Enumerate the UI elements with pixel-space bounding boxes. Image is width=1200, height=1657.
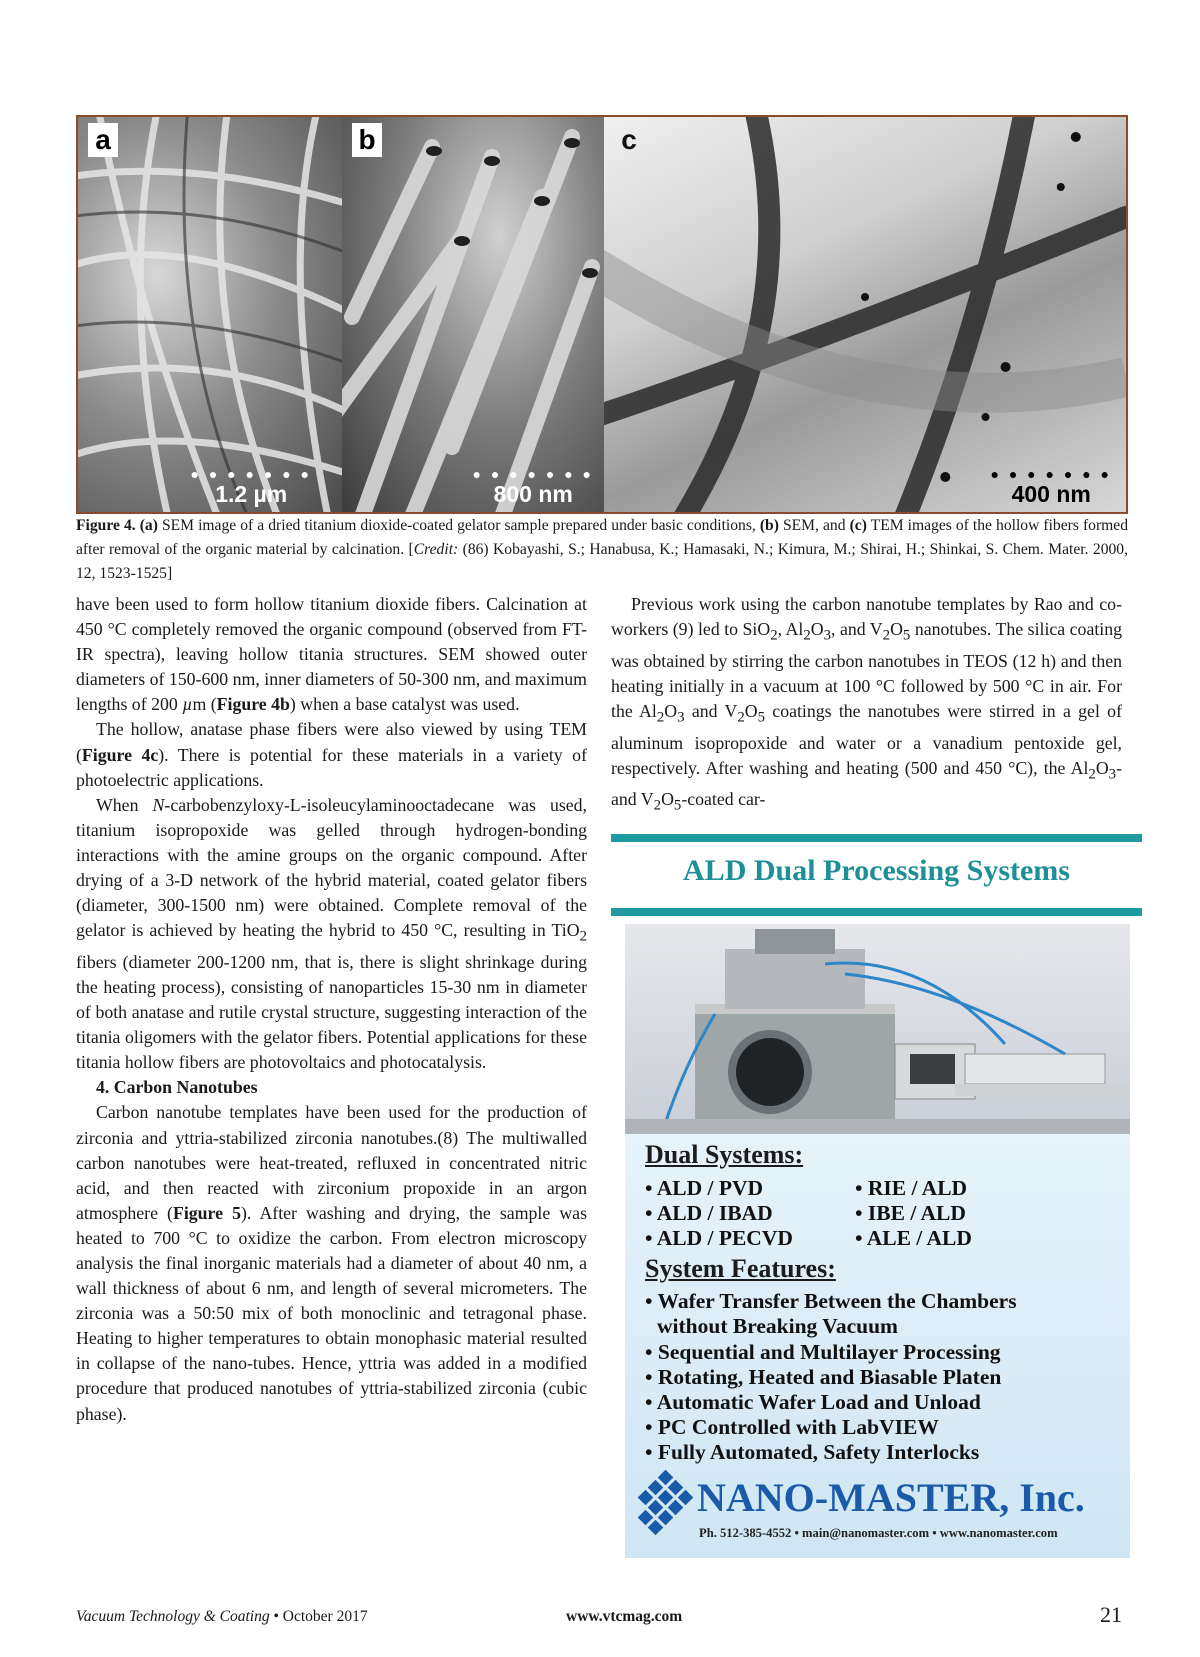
- dual-systems-heading: Dual Systems:: [645, 1140, 804, 1169]
- right-column: [611, 592, 1122, 819]
- dual-system-item: • RIE / ALD: [855, 1176, 968, 1200]
- dual-system-item: • ALD / PECVD: [645, 1226, 793, 1250]
- paragraph: have been used to form hollow titanium dioxide fibers. Calcination at 450 °C completely removed the organic compound (observed from FT-IR spectra), leaving hollow titania structures. SEM showed outer diameters of 150-600 nm, inner diameters of 50-300 nm, and maximum lengths of 200 µm (Figure 4b) when a base catalyst was used.: [76, 594, 587, 715]
- scale-bar-a: ● ● ● ● ● ● ● 1.2 µm: [190, 466, 312, 507]
- sem-fibers-image: [78, 117, 342, 512]
- paragraph: Previous work using the carbon nanotube templates by Rao and co-workers (9) led to SiO$_2$, $Al_2O_3$, and $V_2O_5$ nanotubes. The silica coating was obtained by stirring the carbon nanotubes in TEOS (12 h) and then heating initially in a vacuum at 100 °C followed by 500 °C in air. For the $Al_2O_3$ and $V_2O_5$ coatings the nanotubes were stirred in a gel of aluminum isopropoxide and water or a vanadium pentoxide gel, respectively. After washing and heating (500 and 450 °C), the $Al_2O_3-$ and $V_2O_5$-coated car-: [611, 594, 1122, 814]
- ald-machine-image: [625, 924, 1130, 1134]
- page-number: 21: [1100, 1602, 1122, 1627]
- feature-item: • PC Controlled with LabVIEW: [645, 1415, 939, 1439]
- dual-system-item: • ALD / IBAD: [645, 1201, 773, 1225]
- paragraph: Carbon nanotube templates have been used for the production of zirconia and yttria-stabilized zirconia nanotubes.(8) The multiwalled carbon nanotubes were heat-treated, refluxed in concentrated nitric acid, and then reacted with zirconium propoxide in an argon atmosphere (Figure 5). After washing and drying, the sample was heated to 700 °C to oxidize the carbon. From electron microscopy analysis the final inorganic materials had a diameter of about 40 nm, a wall thickness of about 6 nm, and length of several micrometers. The zirconia was a 50:50 mix of both monoclinic and tetragonal phase. Heating to higher temperatures to obtain monophasic material resulted in collapse of the nano-tubes. Hence, yttria was added in a modified procedure that produced nanotubes of yttria-stabilized zirconia (cubic phase).: [76, 1102, 587, 1424]
- nanomaster-advertisement: [611, 834, 1142, 1558]
- dual-system-item: • ALD / PVD: [645, 1176, 764, 1200]
- feature-item: • Fully Automated, Safety Interlocks: [645, 1440, 980, 1464]
- dual-system-item: • ALE / ALD: [855, 1226, 972, 1250]
- panel-label-a: a: [88, 123, 118, 157]
- ad-feature-panel: [625, 1134, 1130, 1558]
- panel-label-c: c: [621, 124, 637, 155]
- figure-panel-b-sem-image: [342, 117, 604, 512]
- paragraph: When N-carbobenzyloxy-L-isoleucylaminooctadecane was used, titanium isopropoxide was gelled through hydrogen-bonding interactions with the amine groups on the organic compound. After drying of a 3-D network of the hybrid material, coated gelator fibers (diameter, 300-1500 nm) were obtained. Complete removal of the gelator is achieved by heating the hybrid to 450 °C, resulting in TiO$_2$ fibers (diameter 200-1200 nm, that is, there is slight shrinkage during the heating process), consisting of nanoparticles 15-30 nm in diameter of both anatase and rutile crystal structure, suggesting interaction of the titania oligomers with the gelator fibers. Potential applications for these titania hollow fibers are photovoltaics and photocatalysis.: [76, 794, 588, 1073]
- feature-item: • Automatic Wafer Load and Unload: [645, 1390, 981, 1414]
- tem-tube-image: [604, 117, 1126, 512]
- panel-label-b: b: [352, 123, 382, 157]
- ald-system-photo: [625, 924, 1130, 1134]
- feature-item: • Sequential and Multilayer Processing: [645, 1340, 1001, 1364]
- nanomaster-logo-icon: [631, 1470, 701, 1540]
- feature-item: without Breaking Vacuum: [657, 1314, 898, 1338]
- ad-bottom-band: [611, 908, 1142, 916]
- section-heading: 4. Carbon Nanotubes: [96, 1077, 258, 1098]
- scale-bar-b: ● ● ● ● ● ● ● 800 nm: [472, 466, 594, 507]
- footer-website: www.vtcmag.com: [566, 1608, 683, 1625]
- system-features-heading: System Features:: [645, 1254, 836, 1283]
- ad-title: ALD Dual Processing Systems: [683, 854, 1070, 887]
- ad-top-band: [611, 834, 1142, 842]
- figure-caption: Figure 4. (a) SEM image of a dried titanium dioxide-coated gelator sample prepared under basic conditions, (b) SEM, and (c) TEM images of the hollow fibers formed after removal of the organic material by calcination. [Credit: (86) Kobayashi, S.; Hanabusa, K.; Hamasaki, N.; Kimura, M.; Shirai, H.; Shinkai, S. Chem. Mater. 2000, 12, 1523-1525]: [76, 517, 1129, 582]
- figure-panel-a-sem-image: [78, 117, 342, 512]
- company-contact: Ph. 512-385-4552 • main@nanomaster.com • www.nanomaster.com: [699, 1526, 1058, 1540]
- sem-hollow-fibers-image: [342, 117, 604, 512]
- feature-item: • Rotating, Heated and Biasable Platen: [645, 1365, 1002, 1389]
- company-name: NANO-MASTER, Inc.: [697, 1475, 1085, 1520]
- footer-journal: Vacuum Technology & Coating • October 2017: [76, 1608, 368, 1625]
- dual-system-item: • IBE / ALD: [855, 1201, 966, 1225]
- figure-4: [76, 115, 1128, 514]
- figure-panel-c-tem-image: [604, 117, 1126, 512]
- feature-item: • Wafer Transfer Between the Chambers: [645, 1289, 1017, 1313]
- scale-bar-c: ● ● ● ● ● ● ● 400 nm: [990, 466, 1112, 507]
- paragraph: The hollow, anatase phase fibers were also viewed by using TEM (Figure 4c). There is potential for these materials in a variety of photoelectric applications.: [76, 719, 587, 790]
- left-column: [76, 592, 587, 1427]
